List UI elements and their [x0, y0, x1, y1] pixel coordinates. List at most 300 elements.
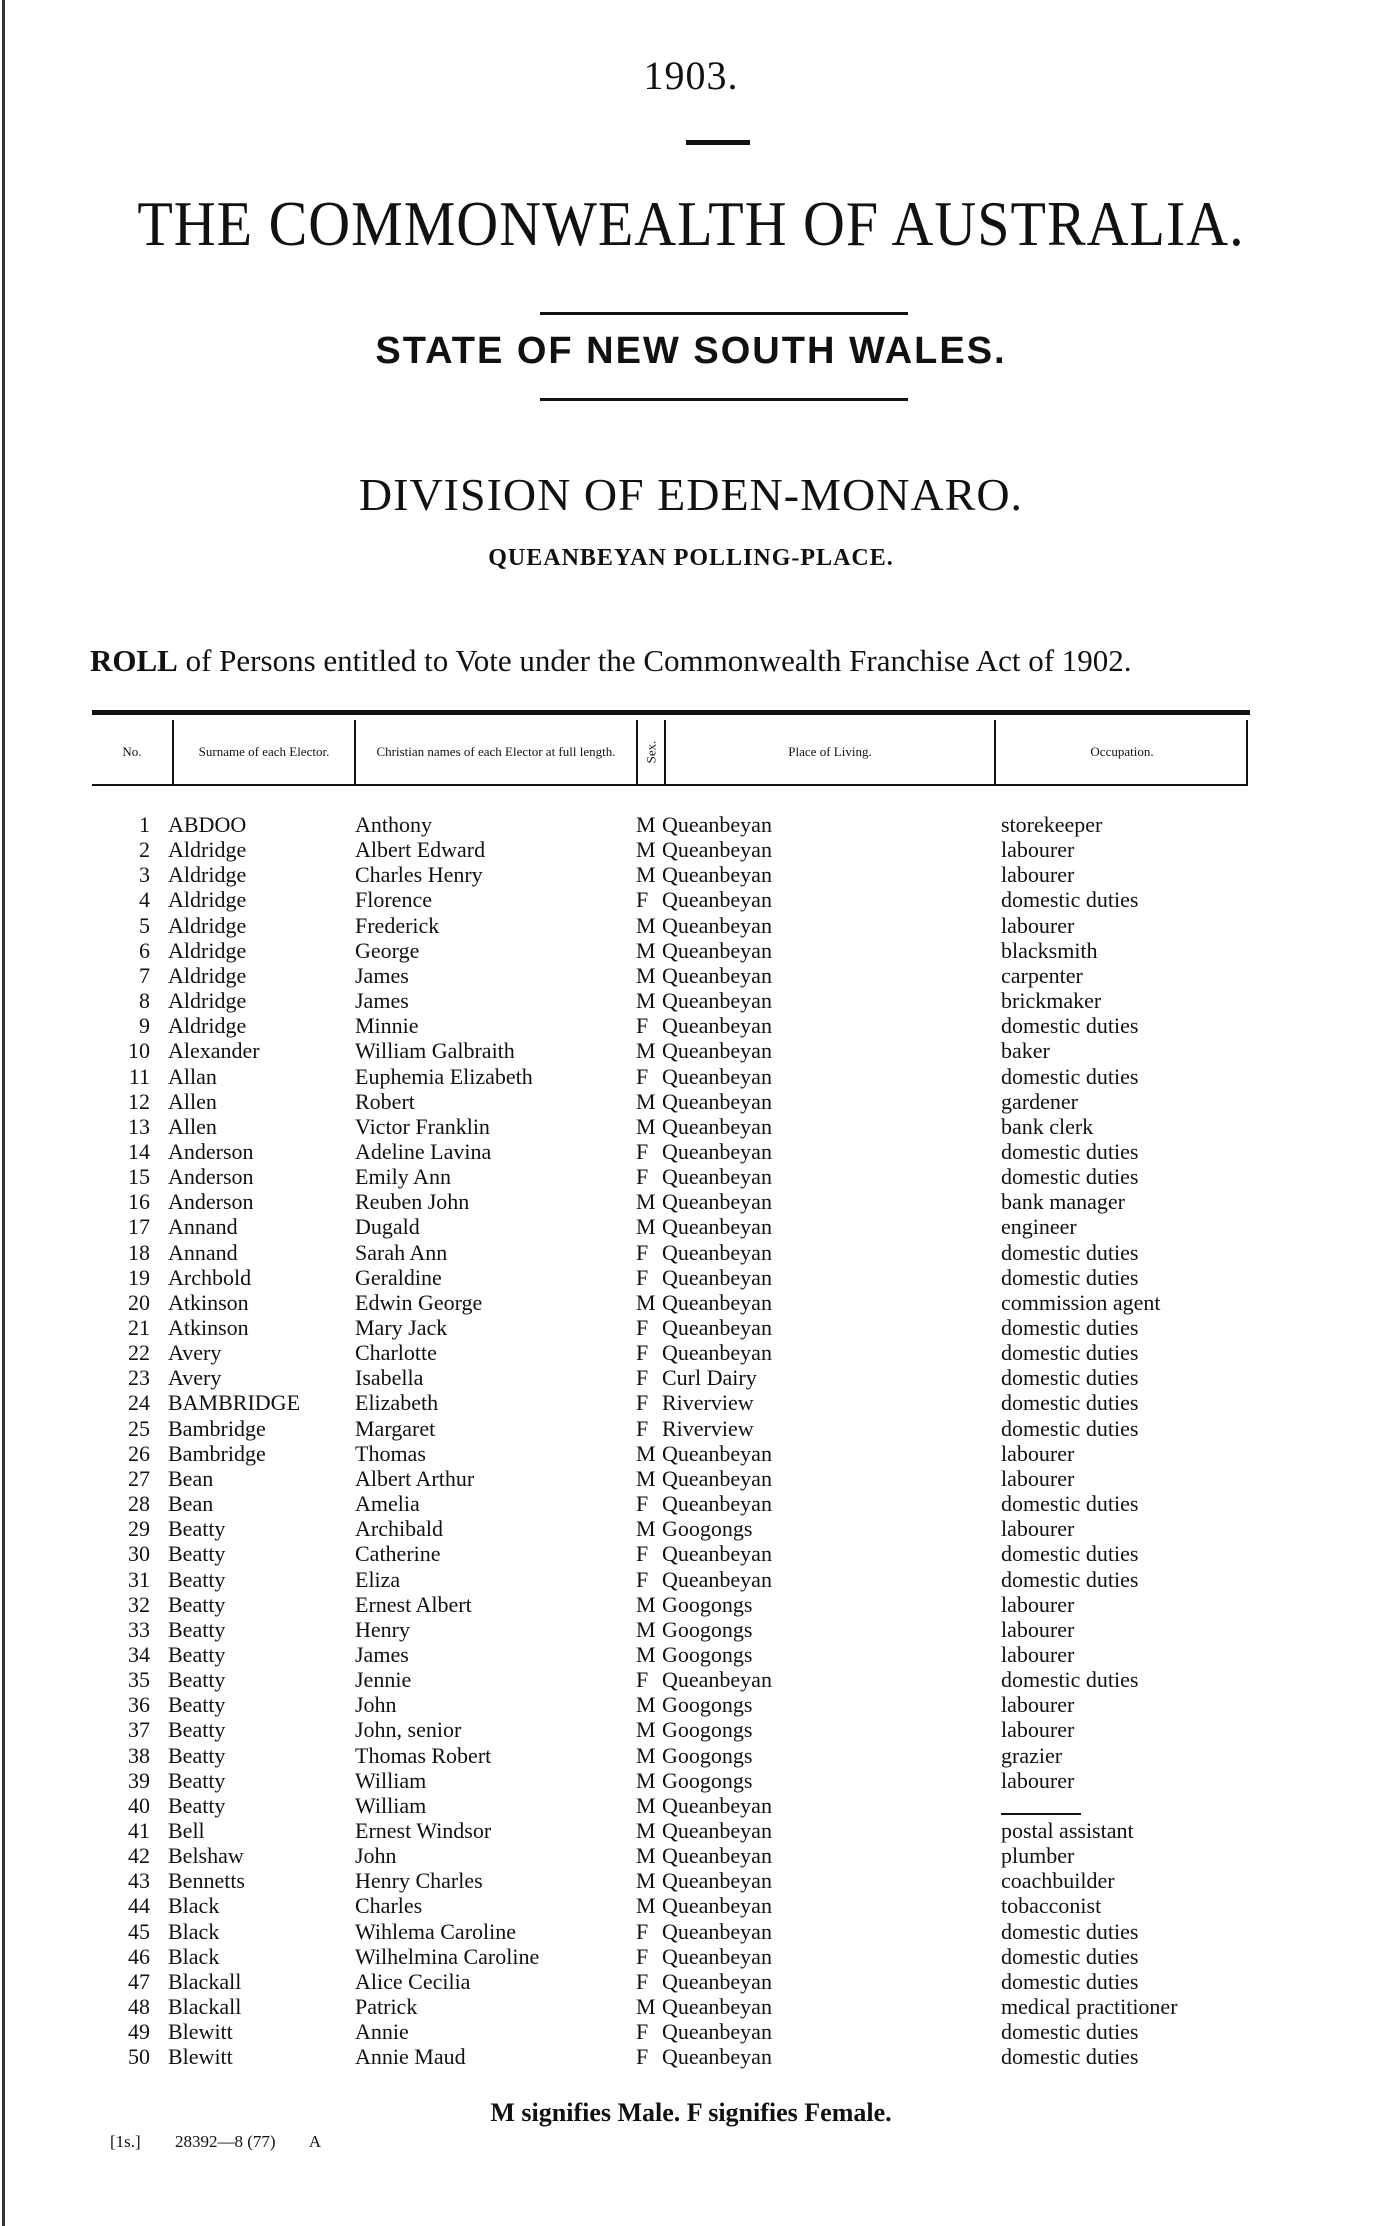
- elector-place-of-living: Googongs: [662, 1692, 753, 1718]
- table-row: [0, 2019, 1382, 2044]
- elector-occupation: labourer: [1001, 837, 1075, 863]
- elector-surname: Aldridge: [168, 988, 247, 1014]
- table-row: [0, 1038, 1382, 1063]
- elector-occupation: domestic duties: [1001, 1541, 1139, 1567]
- elector-christian-names: William Galbraith: [355, 1038, 515, 1064]
- elector-place-of-living: Queanbeyan: [662, 1315, 772, 1340]
- elector-sex: M: [636, 1113, 656, 1139]
- elector-occupation: plumber: [1001, 1843, 1075, 1869]
- elector-christian-names: Edwin George: [355, 1289, 483, 1315]
- elector-surname: Black: [168, 1943, 220, 1969]
- elector-sex: M: [636, 988, 656, 1014]
- elector-number: 47: [128, 1968, 150, 1994]
- elector-surname: Anderson: [168, 1189, 254, 1215]
- elector-number: 11: [128, 1063, 150, 1089]
- elector-sex: M: [636, 1843, 656, 1869]
- elector-number: 42: [128, 1843, 150, 1869]
- elector-christian-names: Amelia: [355, 1491, 420, 1517]
- elector-christian-names: Charlotte: [355, 1340, 437, 1366]
- elector-christian-names: Florence: [355, 887, 432, 913]
- elector-sex: M: [636, 1717, 656, 1743]
- elector-occupation: baker: [1001, 1038, 1050, 1064]
- elector-place-of-living: Queanbeyan: [662, 837, 772, 863]
- elector-christian-names: James: [355, 1641, 409, 1667]
- elector-surname: Bambridge: [168, 1415, 266, 1441]
- elector-sex: F: [636, 1415, 649, 1441]
- elector-surname: Beatty: [168, 1667, 226, 1693]
- column-header-surname: Surname of each Elector.: [198, 744, 330, 759]
- column-header-no: No.: [122, 744, 142, 759]
- elector-number: 35: [128, 1667, 150, 1693]
- elector-number: 10: [128, 1038, 150, 1064]
- elector-occupation: brickmaker: [1001, 988, 1102, 1014]
- elector-number: 25: [128, 1415, 150, 1441]
- elector-number: 13: [128, 1113, 150, 1139]
- elector-occupation: engineer: [1001, 1214, 1077, 1240]
- elector-number: 40: [128, 1792, 150, 1818]
- elector-surname: Bennetts: [168, 1868, 245, 1894]
- elector-place-of-living: Googongs: [662, 1516, 753, 1542]
- column-header-christian: Christian names of each Elector at full length.: [376, 744, 616, 759]
- elector-number: 32: [128, 1591, 150, 1617]
- table-row: [0, 1290, 1382, 1315]
- elector-christian-names: Alice Cecilia: [355, 1968, 471, 1994]
- elector-surname: Allan: [168, 1063, 217, 1089]
- elector-occupation: labourer: [1001, 1717, 1075, 1743]
- table-row: [0, 1617, 1382, 1642]
- elector-place-of-living: Curl Dairy: [662, 1365, 757, 1391]
- elector-place-of-living: Googongs: [662, 1742, 753, 1768]
- elector-number: 38: [128, 1742, 150, 1768]
- elector-number: 48: [128, 1994, 150, 2020]
- table-row: [0, 1793, 1382, 1818]
- elector-sex: M: [636, 1038, 656, 1064]
- table-header: [92, 720, 1248, 786]
- elector-number: 16: [128, 1189, 150, 1215]
- elector-occupation: labourer: [1001, 1767, 1075, 1793]
- elector-christian-names: John: [355, 1843, 397, 1869]
- elector-occupation: domestic duties: [1001, 1415, 1139, 1441]
- table-row: [0, 1692, 1382, 1717]
- elector-number: 27: [128, 1465, 150, 1491]
- elector-place-of-living: Queanbeyan: [662, 1264, 772, 1290]
- elector-occupation: domestic duties: [1001, 887, 1139, 913]
- elector-occupation: labourer: [1001, 1465, 1075, 1491]
- table-row: [0, 1189, 1382, 1214]
- elector-place-of-living: Queanbeyan: [662, 1943, 772, 1969]
- elector-sex: M: [636, 1767, 656, 1793]
- table-row: [0, 1743, 1382, 1768]
- elector-christian-names: Sarah Ann: [355, 1239, 448, 1265]
- elector-occupation: domestic duties: [1001, 1315, 1139, 1340]
- elector-christian-names: Wihlema Caroline: [355, 1918, 517, 1944]
- elector-place-of-living: Queanbeyan: [662, 1289, 772, 1315]
- elector-christian-names: Isabella: [355, 1365, 424, 1391]
- elector-christian-names: Thomas: [355, 1440, 426, 1466]
- elector-number: 1: [139, 812, 150, 837]
- elector-christian-names: Adeline Lavina: [355, 1138, 492, 1164]
- elector-place-of-living: Queanbeyan: [662, 1440, 772, 1466]
- elector-sex: F: [636, 1541, 649, 1567]
- elector-number: 29: [128, 1516, 150, 1542]
- elector-number: 26: [128, 1440, 150, 1466]
- elector-sex: M: [636, 1792, 656, 1818]
- table-row: [0, 1919, 1382, 1944]
- elector-christian-names: Archibald: [355, 1516, 443, 1542]
- elector-place-of-living: Googongs: [662, 1767, 753, 1793]
- elector-occupation: storekeeper: [1001, 812, 1103, 837]
- elector-occupation: labourer: [1001, 1692, 1075, 1718]
- table-row: [0, 1089, 1382, 1114]
- elector-surname: Allen: [168, 1088, 217, 1114]
- elector-occupation: labourer: [1001, 1591, 1075, 1617]
- elector-number: 50: [128, 2044, 150, 2070]
- elector-surname: Avery: [168, 1365, 222, 1391]
- elector-number: 45: [128, 1918, 150, 1944]
- elector-sex: M: [636, 1591, 656, 1617]
- elector-number: 23: [128, 1365, 150, 1391]
- elector-place-of-living: Googongs: [662, 1591, 753, 1617]
- elector-number: 15: [128, 1164, 150, 1190]
- elector-occupation: gardener: [1001, 1088, 1078, 1114]
- elector-occupation: labourer: [1001, 1440, 1075, 1466]
- elector-surname: Bambridge: [168, 1440, 266, 1466]
- table-row: [0, 2044, 1382, 2069]
- elector-sex: F: [636, 1390, 649, 1416]
- elector-number: 8: [139, 988, 150, 1014]
- table-row: [0, 963, 1382, 988]
- table-row: [0, 1064, 1382, 1089]
- elector-christian-names: Frederick: [355, 912, 440, 938]
- elector-number: 41: [128, 1818, 150, 1843]
- elector-place-of-living: Queanbeyan: [662, 1818, 772, 1843]
- table-row: [0, 1139, 1382, 1164]
- elector-surname: Aldridge: [168, 912, 247, 938]
- elector-occupation: domestic duties: [1001, 2019, 1139, 2045]
- table-row: [0, 1315, 1382, 1340]
- elector-surname: Anderson: [168, 1164, 254, 1190]
- table-row: [0, 1893, 1382, 1918]
- table-row: [0, 1567, 1382, 1592]
- elector-place-of-living: Queanbeyan: [662, 1491, 772, 1517]
- elector-occupation: postal assistant: [1001, 1818, 1134, 1843]
- elector-surname: Beatty: [168, 1767, 226, 1793]
- table-row: [0, 988, 1382, 1013]
- elector-sex: F: [636, 1138, 649, 1164]
- elector-occupation: coachbuilder: [1001, 1868, 1115, 1894]
- elector-occupation: domestic duties: [1001, 1239, 1139, 1265]
- elector-place-of-living: Queanbeyan: [662, 1340, 772, 1366]
- elector-occupation: domestic duties: [1001, 1264, 1139, 1290]
- table-row: [0, 1164, 1382, 1189]
- elector-occupation: domestic duties: [1001, 1566, 1139, 1592]
- elector-number: 9: [139, 1013, 150, 1039]
- elector-surname: Beatty: [168, 1541, 226, 1567]
- elector-number: 7: [139, 962, 150, 988]
- elector-christian-names: Euphemia Elizabeth: [355, 1063, 533, 1089]
- elector-occupation: domestic duties: [1001, 1063, 1139, 1089]
- elector-sex: M: [636, 1868, 656, 1894]
- elector-sex: M: [636, 1742, 656, 1768]
- blank-occupation-dash: [1001, 1813, 1081, 1815]
- elector-sex: F: [636, 1491, 649, 1517]
- elector-sex: M: [636, 1214, 656, 1240]
- elector-occupation: blacksmith: [1001, 937, 1098, 963]
- elector-christian-names: Charles: [355, 1893, 423, 1919]
- table-row: [0, 1969, 1382, 1994]
- elector-occupation: carpenter: [1001, 962, 1083, 988]
- elector-place-of-living: Googongs: [662, 1616, 753, 1642]
- elector-place-of-living: Riverview: [662, 1415, 754, 1441]
- table-row: [0, 837, 1382, 862]
- elector-place-of-living: Queanbeyan: [662, 1843, 772, 1869]
- elector-sex: M: [636, 1189, 656, 1215]
- elector-number: 46: [128, 1943, 150, 1969]
- table-row: [0, 1868, 1382, 1893]
- table-row: [0, 1441, 1382, 1466]
- elector-surname: Blackall: [168, 1994, 242, 2020]
- elector-christian-names: William: [355, 1767, 427, 1793]
- elector-occupation: labourer: [1001, 1516, 1075, 1542]
- elector-sex: M: [636, 1616, 656, 1642]
- elector-occupation: labourer: [1001, 1641, 1075, 1667]
- elector-sex: M: [636, 962, 656, 988]
- elector-surname: Bean: [168, 1491, 214, 1517]
- elector-occupation: bank clerk: [1001, 1113, 1094, 1139]
- elector-occupation: domestic duties: [1001, 1491, 1139, 1517]
- roll-heading-text: of Persons entitled to Vote under the Commonwealth Franchise Act of 1902.: [177, 643, 1132, 678]
- elector-surname: Beatty: [168, 1692, 226, 1718]
- elector-number: 36: [128, 1692, 150, 1718]
- column-header-sex-label: Sex.: [643, 740, 658, 764]
- elector-sex: M: [636, 812, 656, 837]
- elector-christian-names: Eliza: [355, 1566, 401, 1592]
- elector-christian-names: Patrick: [355, 1994, 418, 2020]
- elector-surname: Aldridge: [168, 837, 247, 863]
- elector-place-of-living: Queanbeyan: [662, 988, 772, 1014]
- elector-place-of-living: Queanbeyan: [662, 1566, 772, 1592]
- elector-number: 4: [139, 887, 150, 913]
- elector-surname: Beatty: [168, 1717, 226, 1743]
- elector-number: 3: [139, 862, 150, 888]
- elector-surname: Black: [168, 1918, 220, 1944]
- elector-sex: F: [636, 887, 649, 913]
- elector-place-of-living: Queanbeyan: [662, 1038, 772, 1064]
- elector-occupation: bank manager: [1001, 1189, 1125, 1215]
- elector-christian-names: Charles Henry: [355, 862, 483, 888]
- elector-number: 19: [128, 1264, 150, 1290]
- elector-occupation: domestic duties: [1001, 1968, 1139, 1994]
- elector-place-of-living: Queanbeyan: [662, 1893, 772, 1919]
- elector-number: 14: [128, 1138, 150, 1164]
- elector-surname: Beatty: [168, 1742, 226, 1768]
- elector-place-of-living: Queanbeyan: [662, 1214, 772, 1240]
- elector-number: 28: [128, 1491, 150, 1517]
- elector-surname: Blewitt: [168, 2019, 233, 2045]
- elector-number: 21: [128, 1315, 150, 1340]
- elector-christian-names: Ernest Windsor: [355, 1818, 492, 1843]
- elector-sex: F: [636, 1063, 649, 1089]
- elector-occupation: grazier: [1001, 1742, 1063, 1768]
- table-row: [0, 1818, 1382, 1843]
- elector-christian-names: Elizabeth: [355, 1390, 439, 1416]
- elector-sex: M: [636, 912, 656, 938]
- elector-place-of-living: Queanbeyan: [662, 912, 772, 938]
- elector-occupation: domestic duties: [1001, 1365, 1139, 1391]
- elector-occupation: domestic duties: [1001, 2044, 1139, 2070]
- elector-number: 5: [139, 912, 150, 938]
- table-top-rule: [92, 710, 1250, 715]
- elector-christian-names: Robert: [355, 1088, 415, 1114]
- elector-number: 37: [128, 1717, 150, 1743]
- elector-christian-names: Wilhelmina Caroline: [355, 1943, 540, 1969]
- elector-surname: Aldridge: [168, 937, 247, 963]
- table-row: [0, 1667, 1382, 1692]
- elector-sex: F: [636, 1239, 649, 1265]
- elector-place-of-living: Queanbeyan: [662, 2019, 772, 2045]
- elector-occupation: domestic duties: [1001, 1164, 1139, 1190]
- elector-place-of-living: Queanbeyan: [662, 1918, 772, 1944]
- sex-legend-note: M signifies Male. F signifies Female.: [490, 2098, 892, 2127]
- elector-surname: Annand: [168, 1214, 238, 1240]
- elector-surname: Beatty: [168, 1641, 226, 1667]
- elector-sex: M: [636, 862, 656, 888]
- elector-number: 22: [128, 1340, 150, 1366]
- table-row: [0, 1114, 1382, 1139]
- table-row: [0, 1265, 1382, 1290]
- elector-surname: Alexander: [168, 1038, 260, 1064]
- elector-christian-names: Dugald: [355, 1214, 420, 1240]
- elector-surname: Beatty: [168, 1792, 226, 1818]
- elector-sex: M: [636, 1440, 656, 1466]
- printer-code: [110, 2132, 351, 2152]
- table-row: [0, 887, 1382, 912]
- table-row: [0, 1491, 1382, 1516]
- roll-heading: [90, 643, 1132, 679]
- printer-code-letter: A: [308, 2132, 322, 2151]
- elector-christian-names: Victor Franklin: [355, 1113, 490, 1139]
- elector-christian-names: John: [355, 1692, 397, 1718]
- elector-occupation: domestic duties: [1001, 1918, 1139, 1944]
- table-row: [0, 1541, 1382, 1566]
- column-header-occupation: Occupation.: [1090, 744, 1154, 759]
- elector-place-of-living: Queanbeyan: [662, 1113, 772, 1139]
- elector-number: 30: [128, 1541, 150, 1567]
- elector-sex: F: [636, 1315, 649, 1340]
- table-row: [0, 1592, 1382, 1617]
- elector-sex: M: [636, 1692, 656, 1718]
- elector-number: 24: [128, 1390, 150, 1416]
- elector-christian-names: William: [355, 1792, 427, 1818]
- elector-surname: Annand: [168, 1239, 238, 1265]
- elector-surname: Aldridge: [168, 962, 247, 988]
- elector-christian-names: Albert Arthur: [355, 1465, 475, 1491]
- elector-sex: M: [636, 1289, 656, 1315]
- elector-occupation: domestic duties: [1001, 1943, 1139, 1969]
- elector-surname: Black: [168, 1893, 220, 1919]
- elector-number: 31: [128, 1566, 150, 1592]
- elector-sex: F: [636, 1566, 649, 1592]
- elector-christian-names: Jennie: [355, 1667, 412, 1693]
- elector-christian-names: Mary Jack: [355, 1315, 448, 1340]
- table-row: [0, 1013, 1382, 1038]
- table-row: [0, 1340, 1382, 1365]
- elector-occupation: domestic duties: [1001, 1138, 1139, 1164]
- elector-place-of-living: Queanbeyan: [662, 1541, 772, 1567]
- elector-christian-names: Margaret: [355, 1415, 436, 1441]
- elector-place-of-living: Queanbeyan: [662, 887, 772, 913]
- elector-surname: Belshaw: [168, 1843, 244, 1869]
- elector-occupation: [1001, 1793, 1081, 1819]
- table-row: [0, 812, 1382, 837]
- elector-sex: F: [636, 1164, 649, 1190]
- elector-christian-names: Henry: [355, 1616, 410, 1642]
- table-row: [0, 1365, 1382, 1390]
- elector-christian-names: Annie: [355, 2019, 409, 2045]
- elector-occupation: domestic duties: [1001, 1340, 1139, 1366]
- elector-surname: Aldridge: [168, 862, 247, 888]
- table-row: [0, 1416, 1382, 1441]
- elector-place-of-living: Queanbeyan: [662, 1667, 772, 1693]
- elector-place-of-living: Queanbeyan: [662, 1868, 772, 1894]
- table-row: [0, 1214, 1382, 1239]
- elector-number: 12: [128, 1088, 150, 1114]
- column-header-sex: [638, 720, 664, 784]
- elector-christian-names: Minnie: [355, 1013, 419, 1039]
- elector-place-of-living: Queanbeyan: [662, 1465, 772, 1491]
- elector-number: 43: [128, 1868, 150, 1894]
- elector-christian-names: James: [355, 962, 409, 988]
- elector-occupation: domestic duties: [1001, 1013, 1139, 1039]
- elector-sex: M: [636, 1088, 656, 1114]
- elector-sex: F: [636, 1365, 649, 1391]
- elector-place-of-living: Queanbeyan: [662, 937, 772, 963]
- elector-surname: Allen: [168, 1113, 217, 1139]
- elector-surname: Aldridge: [168, 887, 247, 913]
- elector-sex: M: [636, 1994, 656, 2020]
- elector-surname: Beatty: [168, 1516, 226, 1542]
- elector-surname: Beatty: [168, 1566, 226, 1592]
- elector-sex: M: [636, 1465, 656, 1491]
- elector-surname: Aldridge: [168, 1013, 247, 1039]
- elector-sex: F: [636, 1340, 649, 1366]
- elector-occupation: labourer: [1001, 1616, 1075, 1642]
- state-heading: STATE OF NEW SOUTH WALES.: [375, 330, 1007, 372]
- elector-christian-names: James: [355, 988, 409, 1014]
- document-title: THE COMMONWEALTH OF AUSTRALIA.: [137, 187, 1245, 260]
- elector-number: 44: [128, 1893, 150, 1919]
- elector-sex: M: [636, 1641, 656, 1667]
- elector-place-of-living: Queanbeyan: [662, 812, 772, 837]
- elector-surname: Bell: [168, 1818, 205, 1843]
- elector-occupation: labourer: [1001, 912, 1075, 938]
- table-row: [0, 1240, 1382, 1265]
- table-row: [0, 1466, 1382, 1491]
- elector-place-of-living: Queanbeyan: [662, 1968, 772, 1994]
- elector-place-of-living: Queanbeyan: [662, 1239, 772, 1265]
- elector-surname: BAMBRIDGE: [168, 1390, 301, 1416]
- table-row: [0, 1944, 1382, 1969]
- elector-sex: M: [636, 1893, 656, 1919]
- table-row: [0, 862, 1382, 887]
- divider-rule: [540, 312, 908, 315]
- elector-place-of-living: Queanbeyan: [662, 1088, 772, 1114]
- elector-christian-names: Reuben John: [355, 1189, 470, 1215]
- column-divider: [1246, 720, 1248, 784]
- elector-sex: M: [636, 1818, 656, 1843]
- elector-christian-names: Emily Ann: [355, 1164, 451, 1190]
- elector-christian-names: John, senior: [355, 1717, 462, 1743]
